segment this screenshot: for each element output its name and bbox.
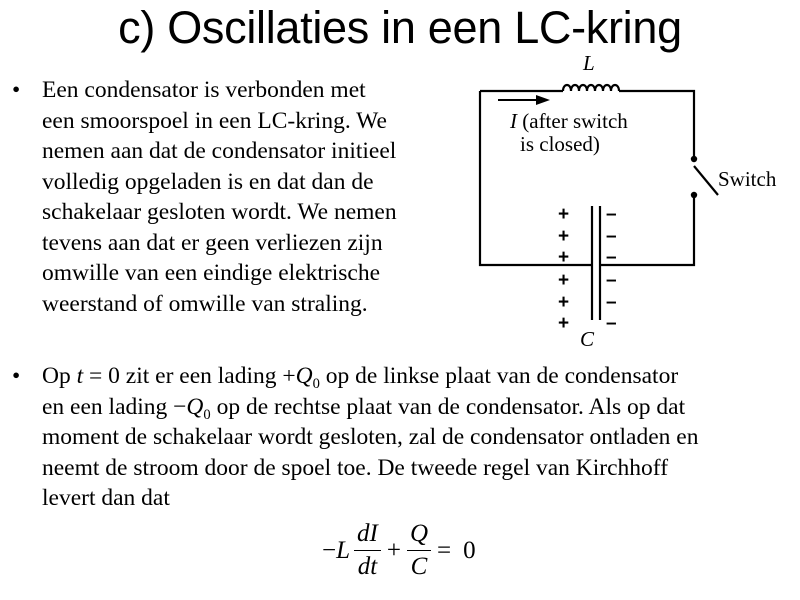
plus-sign: + xyxy=(558,313,570,334)
minus-sign: – xyxy=(606,313,617,334)
plus-sign: + xyxy=(558,270,570,291)
eq-numerator: Q xyxy=(407,518,431,551)
minus-sign: – xyxy=(606,204,617,225)
switch-contact-bottom xyxy=(691,192,697,198)
bullet-kirchhoff-line: neemt de stroom door de spoel toe. De tweede regel van Kirchhoff xyxy=(42,454,669,481)
minus-sign: – xyxy=(606,226,617,247)
lc-circuit-diagram xyxy=(470,50,790,350)
switch-label: Switch xyxy=(718,167,777,191)
kirchhoff-equation xyxy=(322,518,482,583)
plus-sign: + xyxy=(558,204,570,225)
switch-contact-top xyxy=(691,156,697,162)
bullet-intro-line: nemen aan dat de condensator initieel xyxy=(42,138,397,164)
eq-minus: − xyxy=(322,536,337,564)
minus-sign: – xyxy=(606,292,617,313)
bullet-intro-line: een smoorspoel in een LC-kring. We xyxy=(42,107,387,134)
eq-denominator: dt xyxy=(357,553,378,580)
bullet-intro xyxy=(12,75,462,319)
current-label-line2: is closed) xyxy=(520,132,600,156)
eq-equals: = xyxy=(437,536,452,564)
bullet-kirchhoff xyxy=(12,361,792,514)
slide-title: c) Oscillaties in een LC-kring xyxy=(118,2,682,53)
eq-plus: + xyxy=(386,536,401,564)
plus-sign: + xyxy=(558,226,570,247)
eq-rhs: 0 xyxy=(463,536,476,564)
bullet-intro-line: schakelaar gesloten wordt. We nemen xyxy=(42,199,397,225)
eq-fraction-dI-dt xyxy=(354,518,381,583)
eq-numerator: dI xyxy=(354,518,381,551)
eq-denominator: C xyxy=(410,553,428,580)
bullet-kirchhoff-line: levert dan dat xyxy=(42,485,170,511)
bullet-kirchhoff-line: Op t = 0 zit er een lading $+Q_0$ op de linkse plaat van de condensator xyxy=(42,363,679,393)
current-label: I (after switch xyxy=(510,109,628,133)
bullet-dot: • xyxy=(12,363,21,389)
eq-fraction-Q-C xyxy=(407,518,431,583)
bullet-intro-line: volledig opgeladen is en dat dan de xyxy=(42,168,374,195)
inductor-coil xyxy=(563,85,619,91)
bullet-kirchhoff-line: en een lading $-Q_0$ op de rechtse plaat van de condensator. Als op dat xyxy=(42,393,686,423)
bullet-intro-line: omwille van een eindige elektrische xyxy=(42,260,381,286)
bullet-intro-line: Een condensator is verbonden met xyxy=(42,77,366,103)
plus-sign: + xyxy=(558,292,570,313)
bullet-kirchhoff-line: moment de schakelaar wordt gesloten, zal de condensator ontladen en xyxy=(42,424,699,450)
bullet-intro-line: tevens aan dat er geen verliezen zijn xyxy=(42,229,383,256)
wire-top-right xyxy=(619,91,694,159)
eq-L: L xyxy=(336,536,351,564)
minus-sign: – xyxy=(606,247,617,268)
switch-blade xyxy=(694,166,718,195)
capacitor-label: C xyxy=(580,327,595,350)
inductor-label: L xyxy=(583,51,595,75)
bullet-intro-line: weerstand of omwille van straling. xyxy=(42,290,368,317)
current-arrowhead xyxy=(536,95,550,105)
plus-sign: + xyxy=(558,247,570,268)
bullet-dot: • xyxy=(12,77,21,103)
minus-sign: – xyxy=(606,270,617,291)
